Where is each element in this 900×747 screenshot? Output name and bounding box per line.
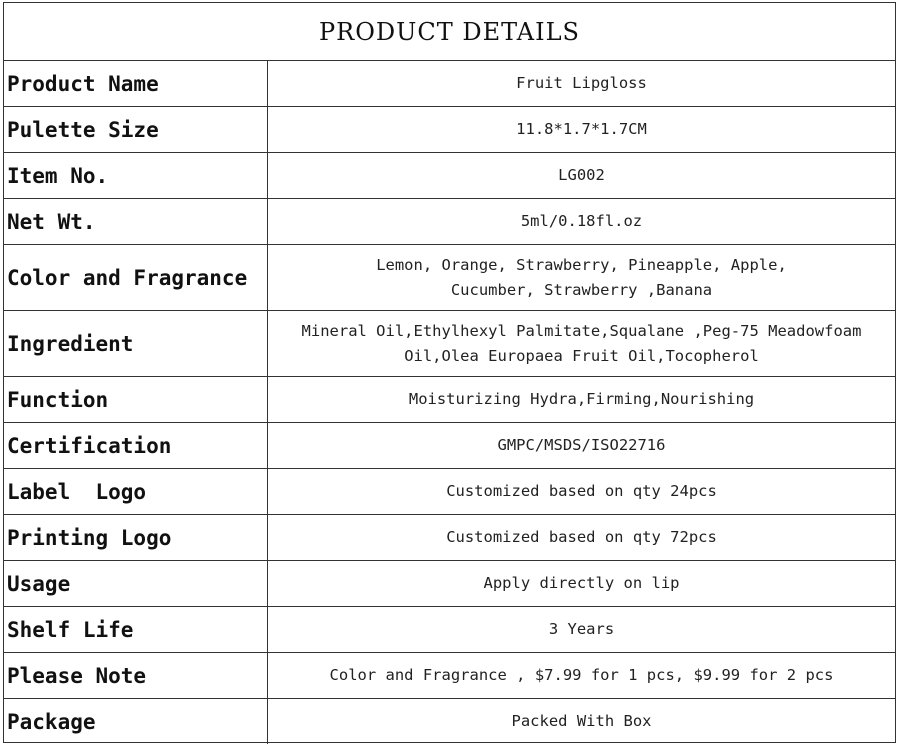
row-value: Customized based on qty 72pcs — [446, 528, 717, 546]
row-value: 5ml/0.18fl.oz — [520, 212, 643, 230]
row-label: Ingredient — [4, 311, 268, 376]
row-label: Certification — [4, 423, 268, 468]
row-certification — [4, 423, 895, 469]
row-label: Item No. — [4, 153, 268, 198]
row-label: Please Note — [4, 653, 268, 698]
row-value: Customized based on qty 24pcs — [446, 482, 717, 500]
row-label: Label Logo — [4, 469, 268, 514]
row-package — [4, 699, 895, 744]
row-label: Function — [4, 377, 268, 422]
row-label: Shelf Life — [4, 607, 268, 652]
row-label: Product Name — [4, 61, 268, 106]
row-please-note — [4, 653, 895, 699]
row-value: Mineral Oil,Ethylhexyl Palmitate,Squalane ,Peg-75 Meadowfoam Oil,Olea Europaea Fruit Oil,Tocopherol — [301, 321, 862, 365]
row-value: Fruit Lipgloss — [516, 74, 647, 92]
row-label: Color and Fragrance — [4, 245, 268, 310]
row-value: 11.8*1.7*1.7CM — [516, 120, 647, 138]
row-printing-logo — [4, 515, 895, 561]
row-value: Lemon, Orange, Strawberry, Pineapple, Apple, Cucumber, Strawberry ,Banana — [376, 255, 787, 299]
row-color-fragrance — [4, 245, 895, 311]
row-label: Pulette Size — [4, 107, 268, 152]
row-value: Color and Fragrance , $7.99 for 1 pcs, $9.99 for 2 pcs — [329, 666, 834, 684]
product-details-table — [3, 2, 896, 743]
row-value: Apply directly on lip — [483, 574, 680, 592]
row-value: Moisturizing Hydra,Firming,Nourishing — [408, 390, 755, 408]
table-title: PRODUCT DETAILS — [4, 3, 895, 61]
row-item-no — [4, 153, 895, 199]
row-product-name — [4, 61, 895, 107]
row-label: Net Wt. — [4, 199, 268, 244]
row-label-logo — [4, 469, 895, 515]
row-function — [4, 377, 895, 423]
row-shelf-life — [4, 607, 895, 653]
row-value: Packed With Box — [511, 712, 652, 730]
row-label: Package — [4, 699, 268, 744]
row-value: LG002 — [558, 166, 605, 184]
row-ingredient — [4, 311, 895, 377]
row-pulette-size — [4, 107, 895, 153]
row-value: 3 Years — [548, 620, 615, 638]
row-usage — [4, 561, 895, 607]
row-net-wt — [4, 199, 895, 245]
row-value: GMPC/MSDS/ISO22716 — [497, 436, 666, 454]
row-label: Usage — [4, 561, 268, 606]
row-label: Printing Logo — [4, 515, 268, 560]
